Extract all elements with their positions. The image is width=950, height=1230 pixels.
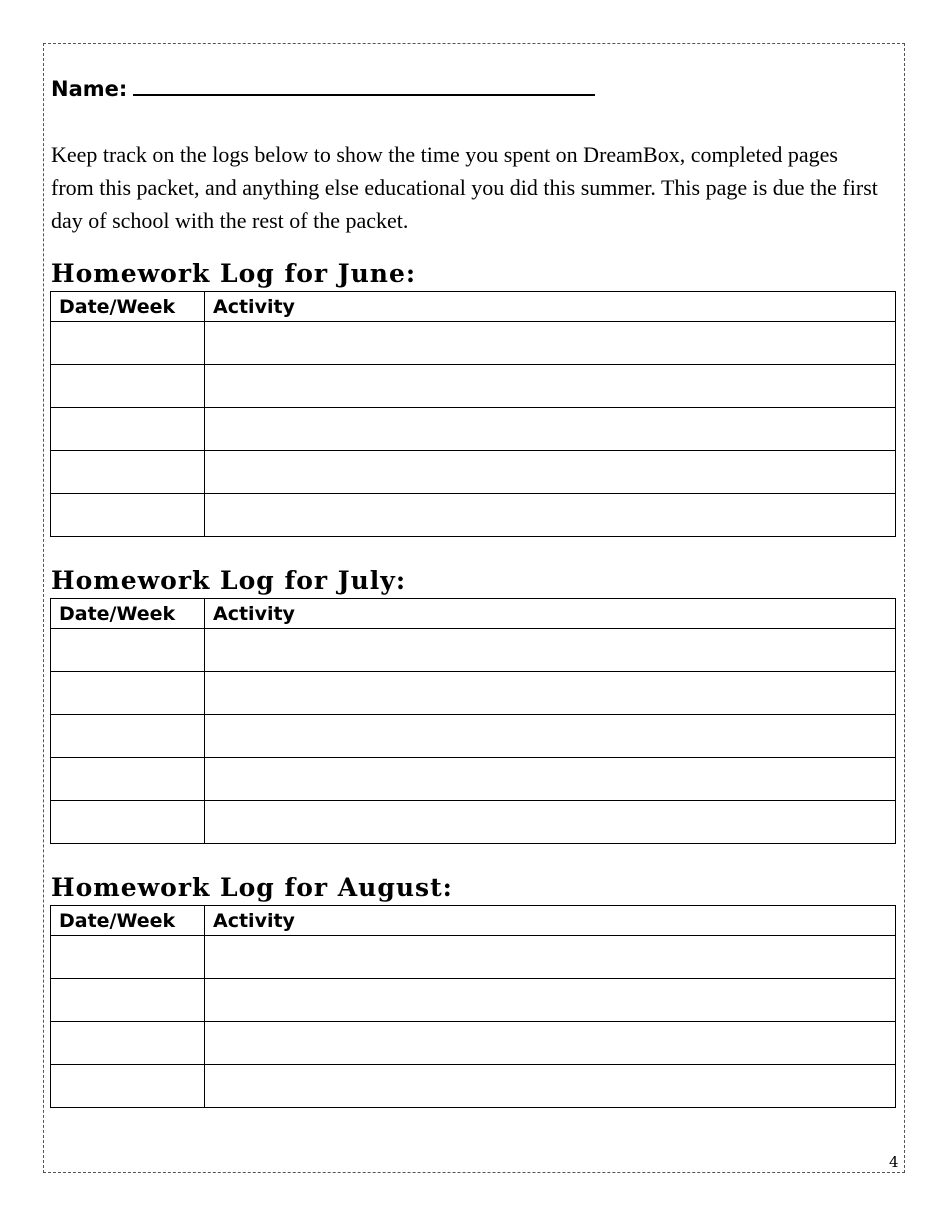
date-cell[interactable]	[51, 715, 205, 758]
table-header-row	[51, 292, 896, 322]
activity-cell[interactable]	[205, 758, 896, 801]
table-row	[51, 672, 896, 715]
page-number: 4	[889, 1153, 899, 1171]
log-table-august	[50, 905, 896, 1108]
log-title-july: Homework Log for July:	[51, 566, 407, 595]
activity-cell[interactable]	[205, 629, 896, 672]
column-header-activity: Activity	[205, 599, 896, 629]
table-row	[51, 365, 896, 408]
activity-cell[interactable]	[205, 1022, 896, 1065]
date-cell[interactable]	[51, 1065, 205, 1108]
log-table-june	[50, 291, 896, 537]
column-header-activity: Activity	[205, 906, 896, 936]
table-row	[51, 322, 896, 365]
table-row	[51, 629, 896, 672]
activity-cell[interactable]	[205, 408, 896, 451]
table-row	[51, 451, 896, 494]
activity-cell[interactable]	[205, 979, 896, 1022]
date-cell[interactable]	[51, 758, 205, 801]
date-cell[interactable]	[51, 451, 205, 494]
column-header-date: Date/Week	[51, 599, 205, 629]
date-cell[interactable]	[51, 629, 205, 672]
date-cell[interactable]	[51, 979, 205, 1022]
activity-cell[interactable]	[205, 494, 896, 537]
table-header-row	[51, 599, 896, 629]
table-row	[51, 494, 896, 537]
activity-cell[interactable]	[205, 672, 896, 715]
activity-cell[interactable]	[205, 322, 896, 365]
date-cell[interactable]	[51, 1022, 205, 1065]
activity-cell[interactable]	[205, 365, 896, 408]
log-title-june: Homework Log for June:	[51, 259, 417, 288]
column-header-activity: Activity	[205, 292, 896, 322]
activity-cell[interactable]	[205, 715, 896, 758]
table-row	[51, 936, 896, 979]
date-cell[interactable]	[51, 672, 205, 715]
table-row	[51, 801, 896, 844]
table-row	[51, 1022, 896, 1065]
table-header-row	[51, 906, 896, 936]
date-cell[interactable]	[51, 801, 205, 844]
table-row	[51, 1065, 896, 1108]
activity-cell[interactable]	[205, 936, 896, 979]
name-label: Name:	[51, 77, 128, 101]
name-blank-line[interactable]	[133, 76, 595, 96]
instructions-text: Keep track on the logs below to show the time you spent on DreamBox, completed pages from this packet, and anything else educational you did this summer. This page is due the first day of school with the rest of the packet.	[51, 142, 878, 233]
log-title-august: Homework Log for August:	[51, 873, 453, 902]
activity-cell[interactable]	[205, 451, 896, 494]
date-cell[interactable]	[51, 936, 205, 979]
date-cell[interactable]	[51, 494, 205, 537]
table-row	[51, 715, 896, 758]
column-header-date: Date/Week	[51, 292, 205, 322]
date-cell[interactable]	[51, 322, 205, 365]
column-header-date: Date/Week	[51, 906, 205, 936]
log-table-july	[50, 598, 896, 844]
table-row	[51, 758, 896, 801]
activity-cell[interactable]	[205, 801, 896, 844]
table-row	[51, 979, 896, 1022]
date-cell[interactable]	[51, 365, 205, 408]
table-row	[51, 408, 896, 451]
date-cell[interactable]	[51, 408, 205, 451]
activity-cell[interactable]	[205, 1065, 896, 1108]
name-field	[51, 76, 595, 101]
